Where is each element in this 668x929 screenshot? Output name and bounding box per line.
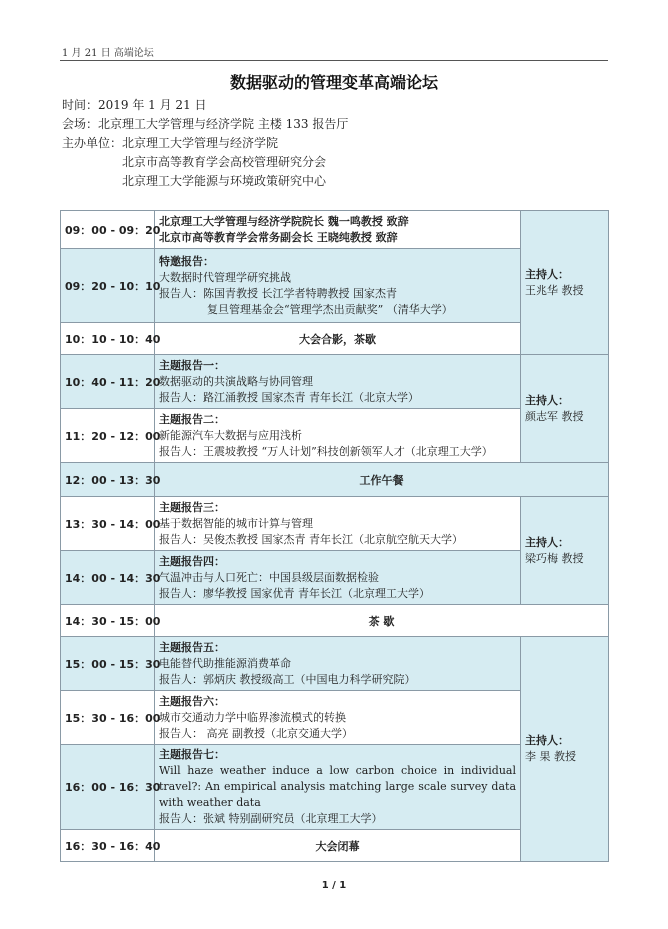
closing-cell: 大会闭幕 [155, 830, 521, 862]
organizer-1: 主办单位：北京理工大学管理与经济学院 [62, 136, 279, 150]
report-title: 新能源汽车大数据与应用浅析 [159, 428, 302, 442]
time-cell: 16：30 - 16：40 [61, 830, 155, 862]
time-cell: 13：30 - 14：00 [61, 497, 155, 551]
host-cell [521, 355, 609, 463]
page-title: 数据驱动的管理变革高端论坛 [229, 73, 438, 92]
host-label: 主持人： [525, 734, 569, 747]
schedule-row [61, 355, 609, 409]
page-number: 1 / 1 [321, 880, 347, 891]
schedule-row [61, 211, 609, 249]
header-rule [60, 60, 608, 61]
content-cell [155, 497, 521, 551]
time-cell: 15：30 - 16：00 [61, 691, 155, 745]
report-heading: 主题报告四： [159, 554, 225, 568]
organizer-2: 北京市高等教育学会高校管理研究分会 [122, 155, 327, 169]
event-venue: 会场：北京理工大学管理与经济学院 主楼 133 报告厅 [62, 117, 349, 131]
report-title: Will haze weather induce a low carbon choice in individual travel?: An empirical analysis matching large scale survey data with weather data [159, 764, 516, 809]
host-label: 主持人： [525, 393, 569, 407]
time-cell: 15：00 - 15：30 [61, 637, 155, 691]
report-heading: 主题报告三： [159, 500, 225, 514]
host-cell [521, 497, 609, 605]
event-info [62, 96, 348, 191]
time-cell: 11：20 - 12：00 [61, 409, 155, 463]
content-cell [155, 745, 521, 830]
report-speaker: 报告人： 高亮 副教授（北京交通大学） [159, 726, 353, 740]
break-cell: 大会合影，茶歇 [155, 323, 521, 355]
content-cell [155, 409, 521, 463]
time-cell: 10：10 - 10：40 [61, 323, 155, 355]
content-cell [155, 355, 521, 409]
report-speaker: 报告人：陈国青教授 长江学者特聘教授 国家杰青 [159, 286, 397, 300]
report-speaker: 报告人：郭炳庆 教授级高工（中国电力科学研究院） [159, 672, 416, 686]
report-title: 气温冲击与人口死亡：中国县级层面数据检验 [159, 570, 379, 584]
report-title: 数据驱动的共演战略与协同管理 [159, 374, 313, 388]
content-cell [155, 691, 521, 745]
host-cell [521, 211, 609, 355]
lunch-cell: 工作午餐 [155, 463, 609, 497]
running-header: 1 月 21 日 高端论坛 [62, 48, 154, 59]
host-name: 梁巧梅 教授 [525, 551, 584, 565]
report-title: 电能替代助推能源消费革命 [159, 656, 291, 670]
host-name: 颜志军 教授 [525, 409, 584, 423]
report-heading: 主题报告五： [159, 640, 225, 654]
report-title: 基于数据智能的城市计算与管理 [159, 516, 313, 530]
report-title: 城市交通动力学中临界渗流模式的转换 [159, 710, 346, 724]
time-cell: 14：30 - 15：00 [61, 605, 155, 637]
time-cell: 10：40 - 11：20 [61, 355, 155, 409]
schedule-row [61, 497, 609, 551]
welcome-speech-1: 北京理工大学管理与经济学院院长 魏一鸣教授 致辞 [159, 214, 409, 228]
content-cell [155, 249, 521, 323]
schedule-row [61, 637, 609, 691]
report-speaker: 报告人：路江涌教授 国家杰青 青年长江（北京大学） [159, 390, 419, 404]
report-speaker: 报告人：张斌 特别副研究员（北京理工大学） [159, 812, 383, 825]
schedule-row [61, 605, 609, 637]
break-cell: 茶 歇 [155, 605, 609, 637]
report-heading: 主题报告二： [159, 412, 225, 426]
time-cell: 09：00 - 09：20 [61, 211, 155, 249]
organizer-3: 北京理工大学能源与环境政策研究中心 [122, 174, 327, 188]
host-name: 李 果 教授 [525, 750, 576, 763]
content-cell [155, 637, 521, 691]
time-cell: 09：20 - 10：10 [61, 249, 155, 323]
report-speaker: 报告人：吴俊杰教授 国家杰青 青年长江（北京航空航天大学） [159, 532, 463, 546]
time-cell: 16：00 - 16：30 [61, 745, 155, 830]
welcome-speech-2: 北京市高等教育学会常务副会长 王晓纯教授 致辞 [159, 230, 398, 244]
report-speaker: 报告人：廖华教授 国家优青 青年长江（北京理工大学） [159, 586, 430, 600]
host-label: 主持人： [525, 267, 569, 281]
host-label: 主持人： [525, 535, 569, 549]
schedule-table [60, 210, 609, 862]
host-cell [521, 637, 609, 862]
host-name: 王兆华 教授 [525, 283, 584, 297]
time-cell: 12：00 - 13：30 [61, 463, 155, 497]
content-cell [155, 211, 521, 249]
event-time: 时间：2019 年 1 月 21 日 [62, 98, 207, 112]
schedule-row [61, 463, 609, 497]
report-speaker-honor: 复旦管理基金会“管理学杰出贡献奖” （清华大学） [207, 302, 453, 316]
report-heading: 主题报告一： [159, 358, 225, 372]
time-cell: 14：00 - 14：30 [61, 551, 155, 605]
content-cell [155, 551, 521, 605]
report-heading: 主题报告六： [159, 694, 225, 708]
report-heading: 特邀报告： [159, 254, 214, 268]
report-title: 大数据时代管理学研究挑战 [159, 270, 291, 284]
report-speaker: 报告人：王震坡教授 “万人计划”科技创新领军人才（北京理工大学） [159, 444, 493, 458]
report-heading: 主题报告七： [159, 748, 225, 761]
